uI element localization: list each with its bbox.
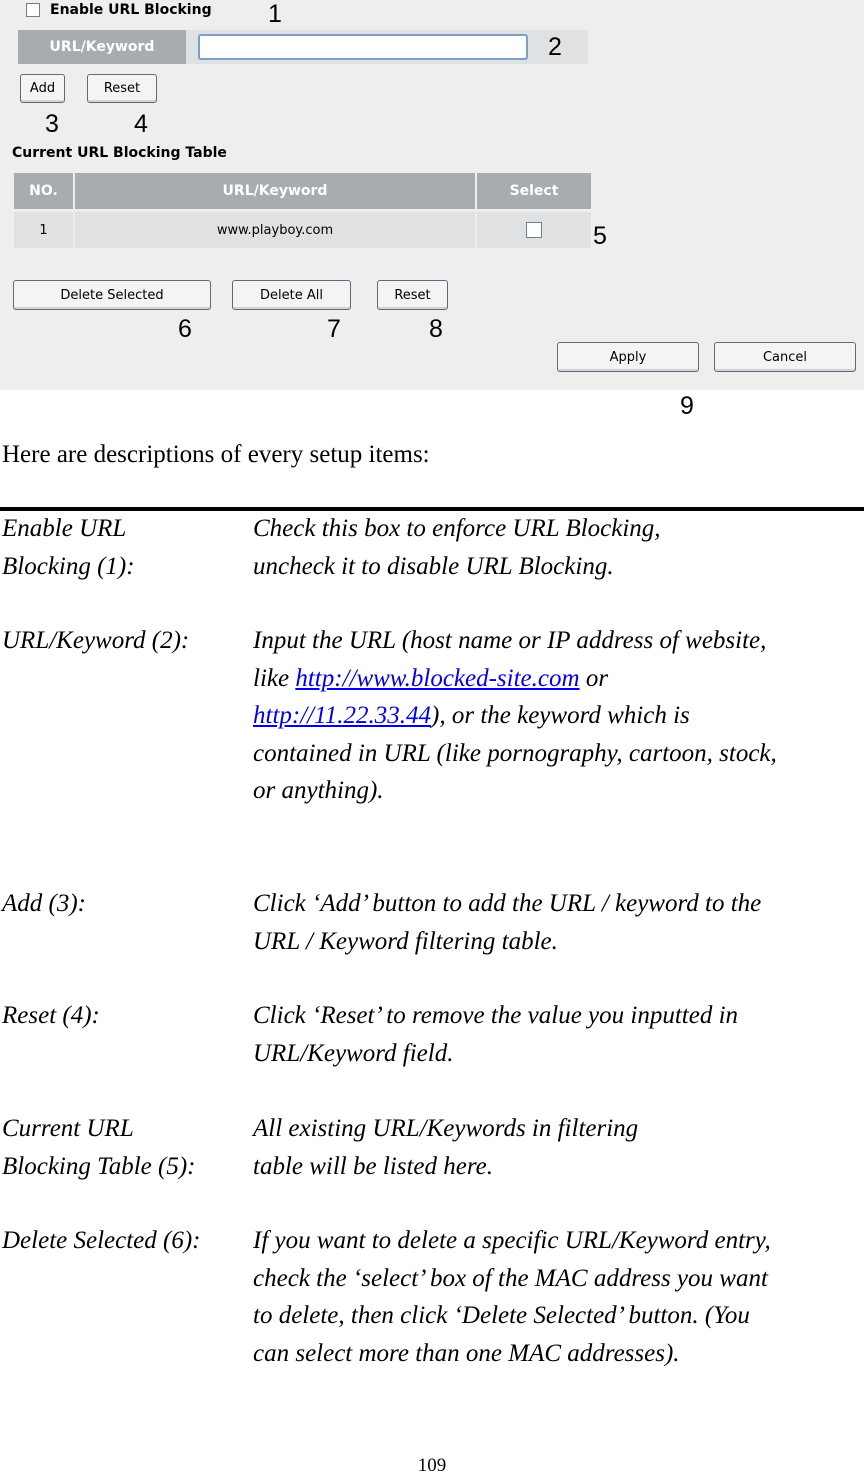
table-row-select-cell xyxy=(477,212,591,248)
desc-line xyxy=(253,697,864,735)
desc-add xyxy=(253,885,761,960)
desc-line: If you want to delete a specific URL/Keyword entry, xyxy=(253,1227,771,1254)
callout-5: 5 xyxy=(593,222,607,250)
desc-current-table xyxy=(253,1110,638,1185)
row-select-checkbox[interactable] xyxy=(526,222,542,238)
term-url-keyword: URL/Keyword (2): xyxy=(2,627,190,654)
desc-line: URL/Keyword field. xyxy=(253,1039,454,1067)
desc-line: table will be listed here. xyxy=(253,1152,494,1180)
desc-url-keyword xyxy=(253,622,864,810)
callout-3: 3 xyxy=(45,110,59,138)
callout-1: 1 xyxy=(268,0,282,28)
intro-text: Here are descriptions of every setup items: xyxy=(2,441,430,468)
desc-line: URL / Keyword filtering table. xyxy=(253,927,558,955)
table-row-no: 1 xyxy=(14,212,73,248)
term-add: Add (3): xyxy=(2,890,86,917)
desc-text: or xyxy=(579,664,609,692)
table-header-no: NO. xyxy=(14,173,73,209)
desc-line: or anything). xyxy=(253,777,384,804)
callout-6: 6 xyxy=(178,315,192,343)
desc-line: uncheck it to disable URL Blocking. xyxy=(253,552,614,580)
desc-line: All existing URL/Keywords in filtering xyxy=(253,1115,639,1142)
callout-9: 9 xyxy=(680,392,694,420)
desc-reset xyxy=(253,997,738,1072)
table-header-select: Select xyxy=(477,173,591,209)
term-line: Enable URL xyxy=(2,515,127,542)
table-title: Current URL Blocking Table xyxy=(12,145,227,161)
enable-url-blocking-label: Enable URL Blocking xyxy=(50,2,212,18)
callout-2: 2 xyxy=(548,33,562,61)
term-line: Blocking (1): xyxy=(2,552,135,580)
desc-line: check the ‘select’ box of the MAC address you want xyxy=(253,1264,768,1292)
url-keyword-input[interactable] xyxy=(198,34,528,60)
desc-line: can select more than one MAC addresses). xyxy=(253,1339,680,1367)
apply-button[interactable]: Apply xyxy=(557,342,699,372)
term-delete-selected: Delete Selected (6): xyxy=(2,1227,201,1254)
desc-line: Input the URL (host name or IP address of website, xyxy=(253,627,767,654)
desc-line xyxy=(253,660,864,698)
desc-line: Click ‘Add’ button to add the URL / keyword to the xyxy=(253,890,762,917)
term-current-table xyxy=(2,1110,195,1185)
term-line: Current URL xyxy=(2,1115,134,1142)
callout-7: 7 xyxy=(327,315,341,343)
router-settings-screenshot xyxy=(0,0,864,390)
desc-delete-selected xyxy=(253,1222,864,1372)
desc-text: ), or the keyword which is xyxy=(431,702,690,729)
desc-line: contained in URL (like pornography, cartoon, stock, xyxy=(253,739,777,767)
term-reset: Reset (4): xyxy=(2,1002,100,1029)
delete-all-button[interactable]: Delete All xyxy=(232,280,351,310)
page-number: 109 xyxy=(417,1455,447,1476)
table-row-url: www.playboy.com xyxy=(75,212,475,248)
desc-enable-url-blocking xyxy=(253,510,661,585)
callout-4: 4 xyxy=(134,110,148,138)
reset-input-button[interactable]: Reset xyxy=(87,74,157,103)
desc-line: Click ‘Reset’ to remove the value you inputted in xyxy=(253,1002,739,1029)
desc-text: like xyxy=(253,664,296,692)
term-line: Blocking Table (5): xyxy=(2,1152,196,1180)
callout-8: 8 xyxy=(429,315,443,343)
enable-url-blocking-checkbox[interactable] xyxy=(26,3,40,17)
cancel-button[interactable]: Cancel xyxy=(714,342,856,372)
reset-table-button[interactable]: Reset xyxy=(377,280,448,310)
delete-selected-button[interactable]: Delete Selected xyxy=(13,280,211,310)
term-enable-url-blocking xyxy=(2,510,135,585)
blocked-site-link[interactable]: http://www.blocked-site.com xyxy=(295,664,580,692)
desc-line: Check this box to enforce URL Blocking, xyxy=(253,515,661,542)
url-keyword-field-label: URL/Keyword xyxy=(18,30,186,64)
ip-address-link[interactable]: http://11.22.33.44 xyxy=(253,702,432,729)
table-header-url: URL/Keyword xyxy=(75,173,475,209)
add-button[interactable]: Add xyxy=(20,74,65,103)
desc-line: to delete, then click ‘Delete Selected’ button. (You xyxy=(253,1302,750,1329)
